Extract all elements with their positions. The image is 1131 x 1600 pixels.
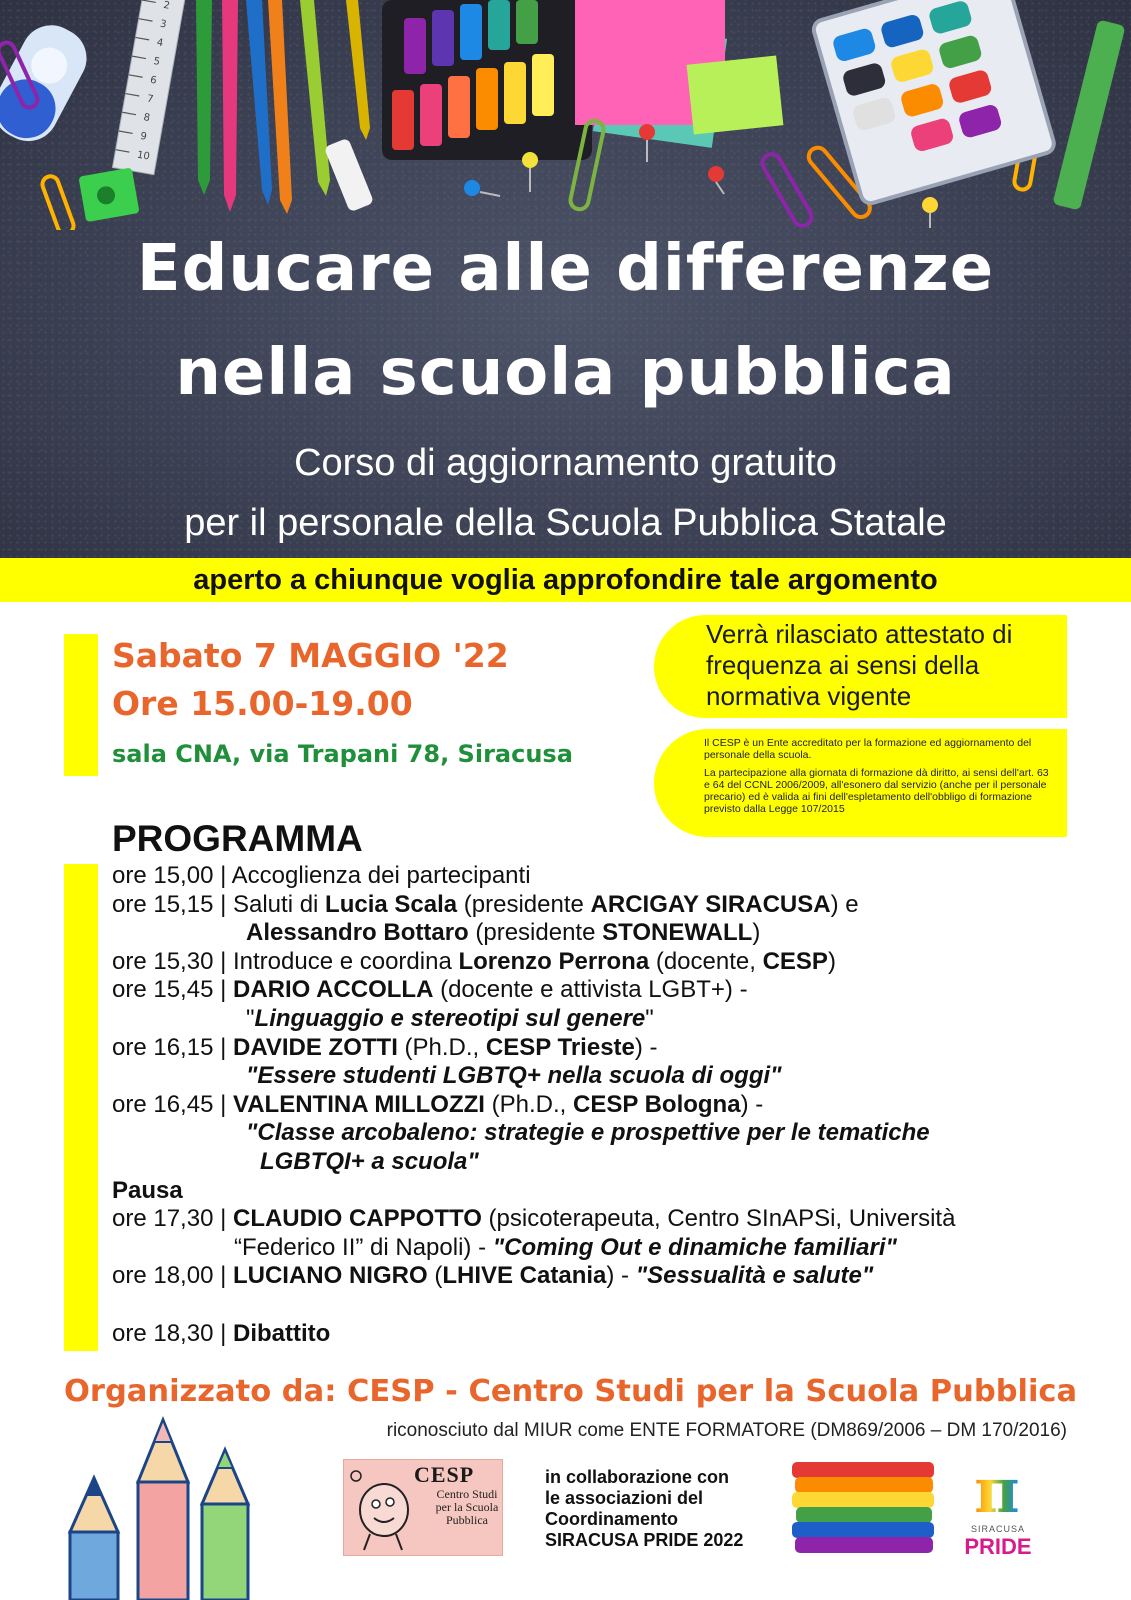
collaboration-text <box>545 1467 743 1551</box>
event-hours: Ore 15.00-19.00 <box>112 684 413 723</box>
programme-item: ore 15,00 | Accoglienza dei partecipanti <box>112 862 531 889</box>
ruler-icon <box>112 0 186 175</box>
programme-item-continued: "Classe arcobaleno: strategie e prospettive per le tematiche <box>246 1119 930 1147</box>
cesp-note-paragraph: La partecipazione alla giornata di formazione dà diritto, ai sensi dell'art. 63 e 64 del CCNL 2006/2009, all'esonero dal servizio (anche per il personale precario) ed è valida ai fini dell'espletamento dell'obbligo di formazione previsto dalla Legge 107/2015 <box>704 767 1049 815</box>
paper-clip-icon <box>759 151 815 229</box>
pride-logo-word: PRIDE <box>964 1534 1032 1559</box>
programme-item: ore 15,15 | Saluti di Lucia Scala (presidente ARCIGAY SIRACUSA) e <box>112 890 859 918</box>
programme-item: ore 16,45 | VALENTINA MILLOZZI (Ph.D., CESP Bologna) - <box>112 1090 764 1118</box>
main-title-line-1: Educare alle differenze <box>136 232 995 306</box>
organizer-line: Organizzato da: CESP - Centro Studi per la Scuola Pubblica <box>64 1374 1078 1409</box>
collaboration-line: in collaborazione con <box>545 1467 730 1487</box>
pencil-icon <box>138 1420 188 1600</box>
programme-item-continued: Alessandro Bottaro (presidente STONEWALL) <box>246 919 761 947</box>
cesp-mascot-icon <box>348 1466 414 1552</box>
yellow-accent-bar <box>64 864 98 1351</box>
programme-item: ore 18,30 | Dibattito <box>112 1319 331 1347</box>
cesp-logo-brand: CESP <box>414 1462 475 1487</box>
programme-item: ore 18,00 | LUCIANO NIGRO (LHIVE Catania) - "Sessualità e salute" <box>112 1262 874 1290</box>
programme-item: ore 15,30 | Introduce e coordina Lorenzo Perrona (docente, CESP) <box>112 947 836 975</box>
programme-item: ore 17,30 | CLAUDIO CAPPOTTO (psicoterapeuta, Centro SInAPSi, Università <box>112 1205 956 1233</box>
subtitle-line-2: per il personale della Scuola Pubblica Statale <box>184 502 947 544</box>
programme-item: ore 15,45 | DARIO ACCOLLA (docente e attivista LGBT+) - <box>112 976 748 1004</box>
collaboration-line: SIRACUSA PRIDE 2022 <box>545 1530 744 1550</box>
chalkboard-header <box>0 0 1131 558</box>
programme-list <box>112 862 1112 1348</box>
push-pin-icon <box>708 166 724 194</box>
ruler-number: 8 <box>142 112 151 125</box>
main-title-line-2: nella scuola pubblica <box>175 336 956 410</box>
ruler-number: 3 <box>159 18 168 31</box>
chalk-icon <box>324 138 374 213</box>
ruler-number: 6 <box>149 74 158 87</box>
ruler-number: 10 <box>136 149 151 163</box>
rainbow-flag-icon <box>792 1462 934 1554</box>
open-to-all-banner: aperto a chiunque voglia approfondire tale argomento <box>0 558 1131 602</box>
cesp-accreditation-note <box>654 729 1067 837</box>
certificate-notice: Verrà rilasciato attestato di frequenza ai sensi della normativa vigente <box>654 615 1067 718</box>
programme-item-continued: LGBTQI+ a scuola" <box>260 1147 479 1175</box>
siracusa-pride-logo <box>958 1454 1038 1562</box>
pencils-illustration <box>62 1412 272 1600</box>
programme-spacer <box>112 1291 1112 1320</box>
ruler-number: 9 <box>139 130 148 143</box>
ruler-number: 2 <box>162 0 171 12</box>
subtitle-line-1: Corso di aggiornamento gratuito <box>294 442 837 484</box>
miur-recognition: riconosciuto dal MIUR come ENTE FORMATORE (DM869/2006 – DM 170/2016) <box>386 1420 1067 1441</box>
pride-logo-city: SIRACUSA <box>970 1524 1025 1534</box>
push-pin-icon <box>522 152 538 192</box>
pastel-palette-icon <box>382 0 592 160</box>
collaboration-line: le associazioni del <box>545 1488 704 1508</box>
cesp-note-paragraph: Il CESP è un Ente accreditato per la formazione ed aggiornamento del personale della scuola. <box>704 737 1032 761</box>
push-pin-icon <box>922 197 938 228</box>
paper-clip-icon <box>40 174 76 230</box>
ruler-number: 4 <box>155 37 165 50</box>
school-supplies-illustration <box>0 0 1131 230</box>
pi-symbol-icon: π <box>962 1454 1032 1527</box>
utility-knife-icon <box>1052 19 1125 210</box>
cesp-logo <box>343 1459 503 1556</box>
push-pin-icon <box>639 124 655 162</box>
programme-title: PROGRAMMA <box>112 818 363 859</box>
programme-pause: Pausa <box>112 1176 183 1204</box>
pencil-sharpener-icon <box>78 167 139 222</box>
event-date: Sabato 7 MAGGIO '22 <box>112 636 509 675</box>
pencil-icon <box>202 1450 248 1600</box>
programme-item-continued: “Federico II” di Napoli) - "Coming Out e dinamiche familiari" <box>234 1233 897 1261</box>
cesp-logo-subtitle: Centro Studi per la Scuola Pubblica <box>435 1487 499 1527</box>
collaboration-line: Coordinamento <box>545 1509 678 1529</box>
watercolor-palette-icon <box>812 0 1057 205</box>
yellow-accent-bar <box>64 634 98 776</box>
event-place: sala CNA, via Trapani 78, Siracusa <box>112 740 573 768</box>
programme-item: ore 16,15 | DAVIDE ZOTTI (Ph.D., CESP Trieste) - <box>112 1033 658 1061</box>
programme-item-continued: "Essere studenti LGBTQ+ nella scuola di oggi" <box>246 1062 782 1090</box>
programme-item-continued: "Linguaggio e stereotipi sul genere" <box>246 1004 654 1032</box>
pencil-icon <box>70 1478 118 1600</box>
ruler-number: 5 <box>152 56 161 68</box>
ruler-number: 7 <box>145 93 155 106</box>
push-pin-icon <box>464 180 500 196</box>
